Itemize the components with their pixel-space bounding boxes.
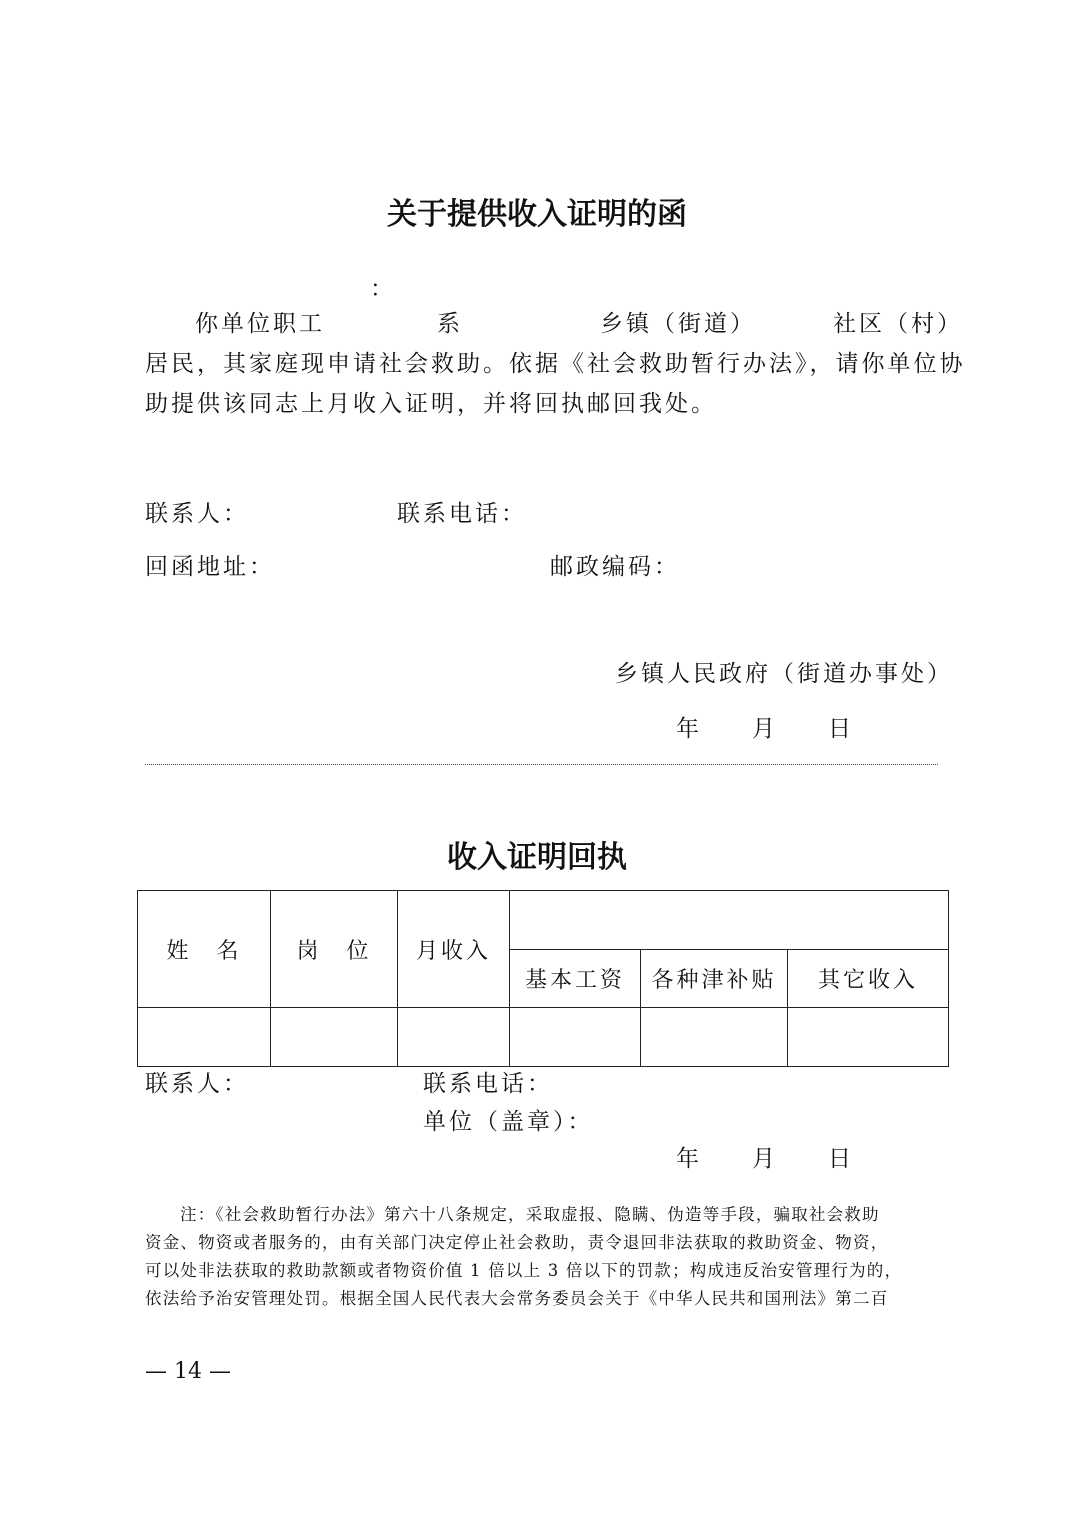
postcode-label: 邮政编码： xyxy=(550,554,680,580)
header-monthly-income: 月收入 xyxy=(398,891,510,1008)
date-day: 日 xyxy=(828,716,854,742)
cell-name[interactable] xyxy=(138,1008,271,1067)
receipt-phone-label: 联系电话： xyxy=(423,1071,553,1097)
header-name: 姓 名 xyxy=(138,891,271,1008)
body-text: 助提供该同志上月收入证明，并将回执邮回我处。 xyxy=(145,391,717,417)
receipt-date-year: 年 xyxy=(676,1146,702,1172)
body-text: 社区（村） xyxy=(833,311,963,337)
cell-allowances[interactable] xyxy=(641,1008,788,1067)
salutation-colon: ： xyxy=(370,276,396,302)
income-table xyxy=(137,890,949,1067)
body-text: 居民，其家庭现申请社会救助。依据《社会救助暂行办法》，请你单位协 xyxy=(145,351,966,377)
cell-other-income[interactable] xyxy=(788,1008,949,1067)
body-text: 系 xyxy=(437,311,463,337)
date-year: 年 xyxy=(676,716,702,742)
contact-label: 联系人： xyxy=(145,501,249,527)
table-row xyxy=(138,1008,949,1067)
header-other-income: 其它收入 xyxy=(788,950,949,1008)
note-line: 可以处非法获取的救助款额或者物资价值 1 倍以上 3 倍以下的罚款；构成违反治安管理行为的， xyxy=(145,1261,903,1280)
phone-label: 联系电话： xyxy=(397,501,527,527)
header-allowances: 各种津补贴 xyxy=(641,950,788,1008)
receipt-contact-label: 联系人： xyxy=(145,1071,249,1097)
header-position: 岗 位 xyxy=(271,891,398,1008)
cell-position[interactable] xyxy=(271,1008,398,1067)
cell-basic-salary[interactable] xyxy=(510,1008,641,1067)
header-basic-salary: 基本工资 xyxy=(510,950,641,1008)
receipt-date-month: 月 xyxy=(752,1146,778,1172)
note-line: 资金、物资或者服务的，由有关部门决定停止社会救助，责令退回非法获取的救助资金、物资， xyxy=(145,1233,889,1252)
body-text: 你单位职工 xyxy=(195,311,325,337)
cut-line xyxy=(145,764,938,765)
receipt-title: 收入证明回执 xyxy=(447,840,627,875)
issuer: 乡镇人民政府（街道办事处） xyxy=(615,661,953,687)
cell-monthly-income[interactable] xyxy=(398,1008,510,1067)
receipt-unit-label: 单位（盖章）： xyxy=(423,1109,594,1135)
page-number: — 14 — xyxy=(145,1359,231,1384)
body-text: 乡镇（街道） xyxy=(600,311,756,337)
receipt-date-day: 日 xyxy=(828,1146,854,1172)
address-label: 回函地址： xyxy=(145,554,275,580)
letter-title: 关于提供收入证明的函 xyxy=(387,197,687,232)
note-line: 依法给予治安管理处罚。根据全国人民代表大会常务委员会关于《中华人民共和国刑法》第二百 xyxy=(145,1289,889,1308)
date-month: 月 xyxy=(752,716,778,742)
note-line: 注：《社会救助暂行办法》第六十八条规定，采取虚报、隐瞒、伪造等手段，骗取社会救助 xyxy=(180,1205,880,1224)
